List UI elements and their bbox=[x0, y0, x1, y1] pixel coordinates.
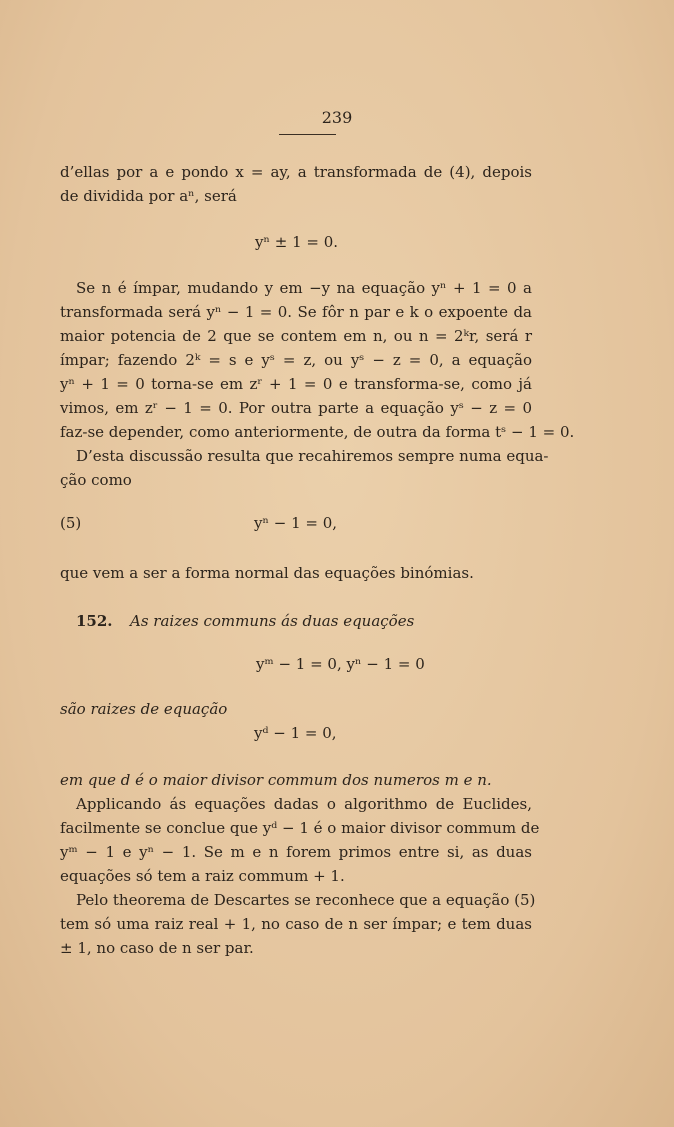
theorem-statement: são raizes de equação bbox=[60, 700, 228, 718]
equation: yⁿ − 1 = 0, bbox=[254, 514, 338, 532]
text-line: Se n é ímpar, mudando y em −y na equação yⁿ + 1 = 0 a bbox=[76, 279, 532, 297]
text-line: yᵐ − 1 e yⁿ − 1. Se m e n forem primos entre si, as duas bbox=[60, 843, 532, 861]
text-line: vimos, em zʳ − 1 = 0. Por outra parte a equação yˢ − z = 0 bbox=[60, 399, 532, 417]
text-line: D’esta discussão resulta que recahiremos sempre numa equa- bbox=[76, 447, 549, 465]
text-line: yⁿ + 1 = 0 torna-se em zʳ + 1 = 0 e transforma-se, como já bbox=[60, 375, 532, 393]
text-line: d’ellas por a e pondo x = ay, a transformada de (4), depois bbox=[60, 163, 532, 181]
text-line: Pelo theorema de Descartes se reconhece que a equação (5) bbox=[76, 891, 536, 909]
equation: yⁿ ± 1 = 0. bbox=[255, 233, 339, 251]
text-line: transformada será yⁿ − 1 = 0. Se fôr n par e k o expoente da bbox=[60, 303, 532, 321]
theorem-statement: As raizes communs ás duas equações bbox=[130, 612, 415, 630]
text-line: ímpar; fazendo 2ᵏ = s e yˢ = z, ou yˢ − z = 0, a equação bbox=[60, 351, 532, 369]
equation: yᵈ − 1 = 0, bbox=[254, 724, 337, 742]
header-rule bbox=[279, 134, 336, 135]
text-line: de dividida por aⁿ, será bbox=[60, 187, 237, 205]
text-line: tem só uma raiz real + 1, no caso de n ser ímpar; e tem duas bbox=[60, 915, 532, 933]
text-line: que vem a ser a forma normal das equações binómias. bbox=[60, 564, 474, 582]
text-line: Applicando ás equações dadas o algorithmo de Euclides, bbox=[76, 795, 532, 813]
theorem-statement: em que d é o maior divisor commum dos numeros m e n. bbox=[60, 771, 492, 789]
text-line: maior potencia de 2 que se contem em n, ou n = 2ᵏr, será r bbox=[60, 327, 532, 345]
text-line: facilmente se conclue que yᵈ − 1 é o maior divisor commum de bbox=[60, 819, 540, 837]
section-number: 152. bbox=[76, 612, 113, 630]
text-line: equações só tem a raiz commum + 1. bbox=[60, 867, 345, 885]
text-line: ção como bbox=[60, 471, 132, 489]
text-line: faz-se depender, como anteriormente, de outra da forma tˢ − 1 = 0. bbox=[60, 423, 575, 441]
page-number: 239 bbox=[321, 108, 353, 127]
equation: yᵐ − 1 = 0, yⁿ − 1 = 0 bbox=[256, 655, 425, 673]
equation-number: (5) bbox=[60, 514, 82, 532]
text-line: ± 1, no caso de n ser par. bbox=[60, 939, 254, 957]
